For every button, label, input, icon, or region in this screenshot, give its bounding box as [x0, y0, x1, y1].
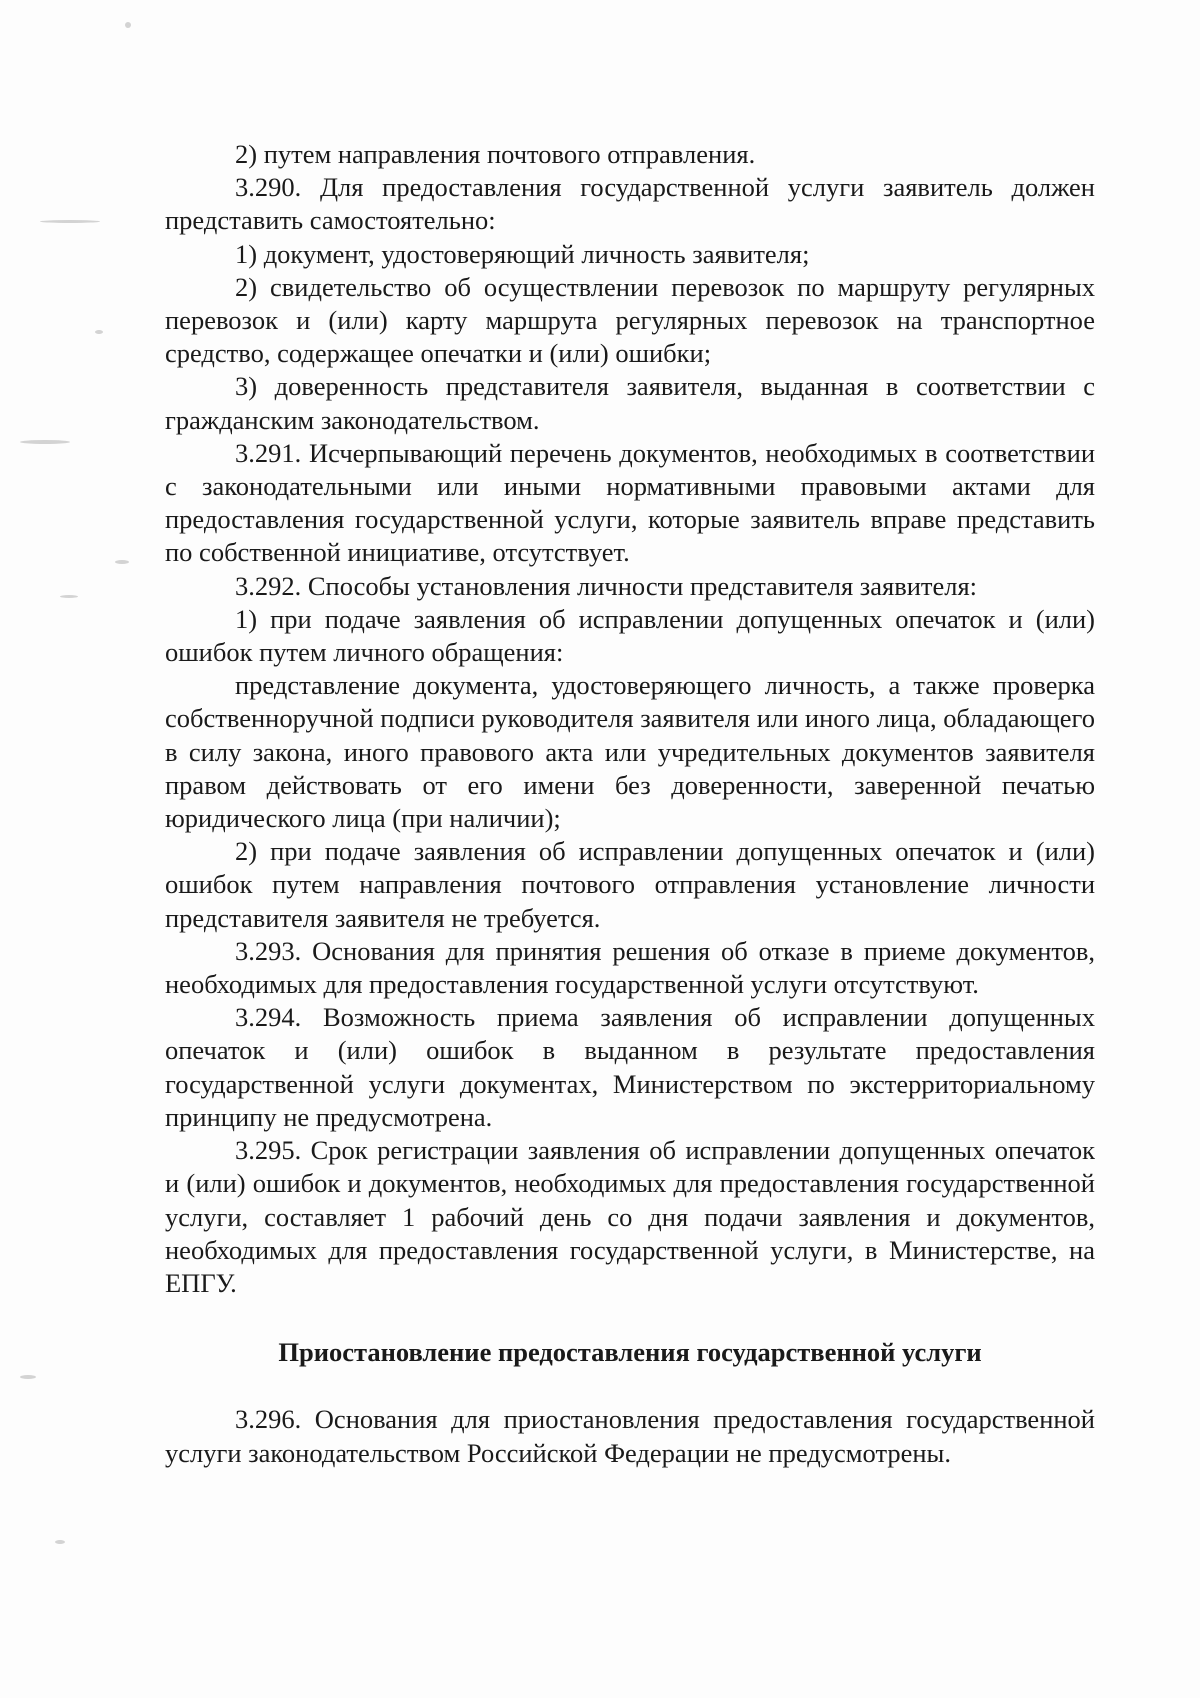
paragraph: 3) доверенность представителя заявителя, выданная в соответствии с гражданским законодательством.	[165, 371, 1095, 435]
paragraph: 3.294. Возможность приема заявления об исправлении допущенных опечаток и (или) ошибок в выданном в результате предоставления государственной услуги документах, Министерством по экстерриториальному принципу не предусмотрена.	[165, 1002, 1095, 1132]
final-paragraph: 3.296. Основания для приостановления предоставления государственной услуги законодательством Российской Федерации не предусмотрены.	[165, 1404, 1095, 1468]
scan-noise	[95, 330, 103, 334]
scan-noise	[115, 560, 129, 564]
paragraph: 3.290. Для предоставления государственной услуги заявитель должен представить самостоятельно:	[165, 172, 1095, 236]
paragraph: 1) документ, удостоверяющий личность заявителя;	[235, 238, 810, 269]
scan-noise	[125, 22, 131, 28]
section-heading: Приостановление предоставления государственной услуги	[278, 1337, 982, 1368]
paragraph: 2) свидетельство об осуществлении перевозок по маршруту регулярных перевозок и (или) карту маршрута регулярных перевозок на транспортное средство, содержащее опечатки и (или) ошибки;	[165, 271, 1095, 369]
paragraph: 3.295. Срок регистрации заявления об исправлении допущенных опечаток и (или) ошибок и документов, необходимых для предоставления государственной услуги, составляет 1 рабочий день со дня подачи заявления и документов, необходимых для предоставления государственной услуги, в Министерстве, на ЕПГУ.	[165, 1135, 1095, 1298]
scan-noise	[20, 440, 70, 444]
scan-noise	[40, 220, 100, 223]
paragraph: 3.293. Основания для принятия решения об отказе в приеме документов, необходимых для предоставления государственной услуги отсутствуют.	[165, 935, 1095, 1000]
paragraph: представление документа, удостоверяющего личность, а также проверка собственноручной подписи руководителя заявителя или иного лица, обладающего в силу закона, иного правового акта или учредительных документов заявителя правом действовать от его имени без доверенности, заверенной печатью юридического лица (при наличии);	[165, 670, 1095, 834]
paragraph: 3.292. Способы установления личности представителя заявителя:	[235, 570, 978, 601]
paragraph: 3.291. Исчерпывающий перечень документов, необходимых в соответствии с законодательными или иными нормативными правовыми актами для предоставления государственной услуги, которые заявитель вправе представить по собственной инициативе, отсутствует.	[165, 437, 1095, 568]
paragraph: 2) при подаче заявления об исправлении допущенных опечаток и (или) ошибок путем направления почтового отправления установление личности представителя заявителя не требуется.	[165, 836, 1095, 933]
paragraph: 2) путем направления почтового отправления.	[235, 139, 756, 169]
scan-noise	[20, 1375, 36, 1379]
scan-noise	[55, 1540, 65, 1544]
scan-noise	[60, 595, 78, 598]
document-body	[165, 138, 1095, 1470]
paragraph: 1) при подаче заявления об исправлении допущенных опечаток и (или) ошибок путем личного обращения:	[165, 603, 1095, 668]
